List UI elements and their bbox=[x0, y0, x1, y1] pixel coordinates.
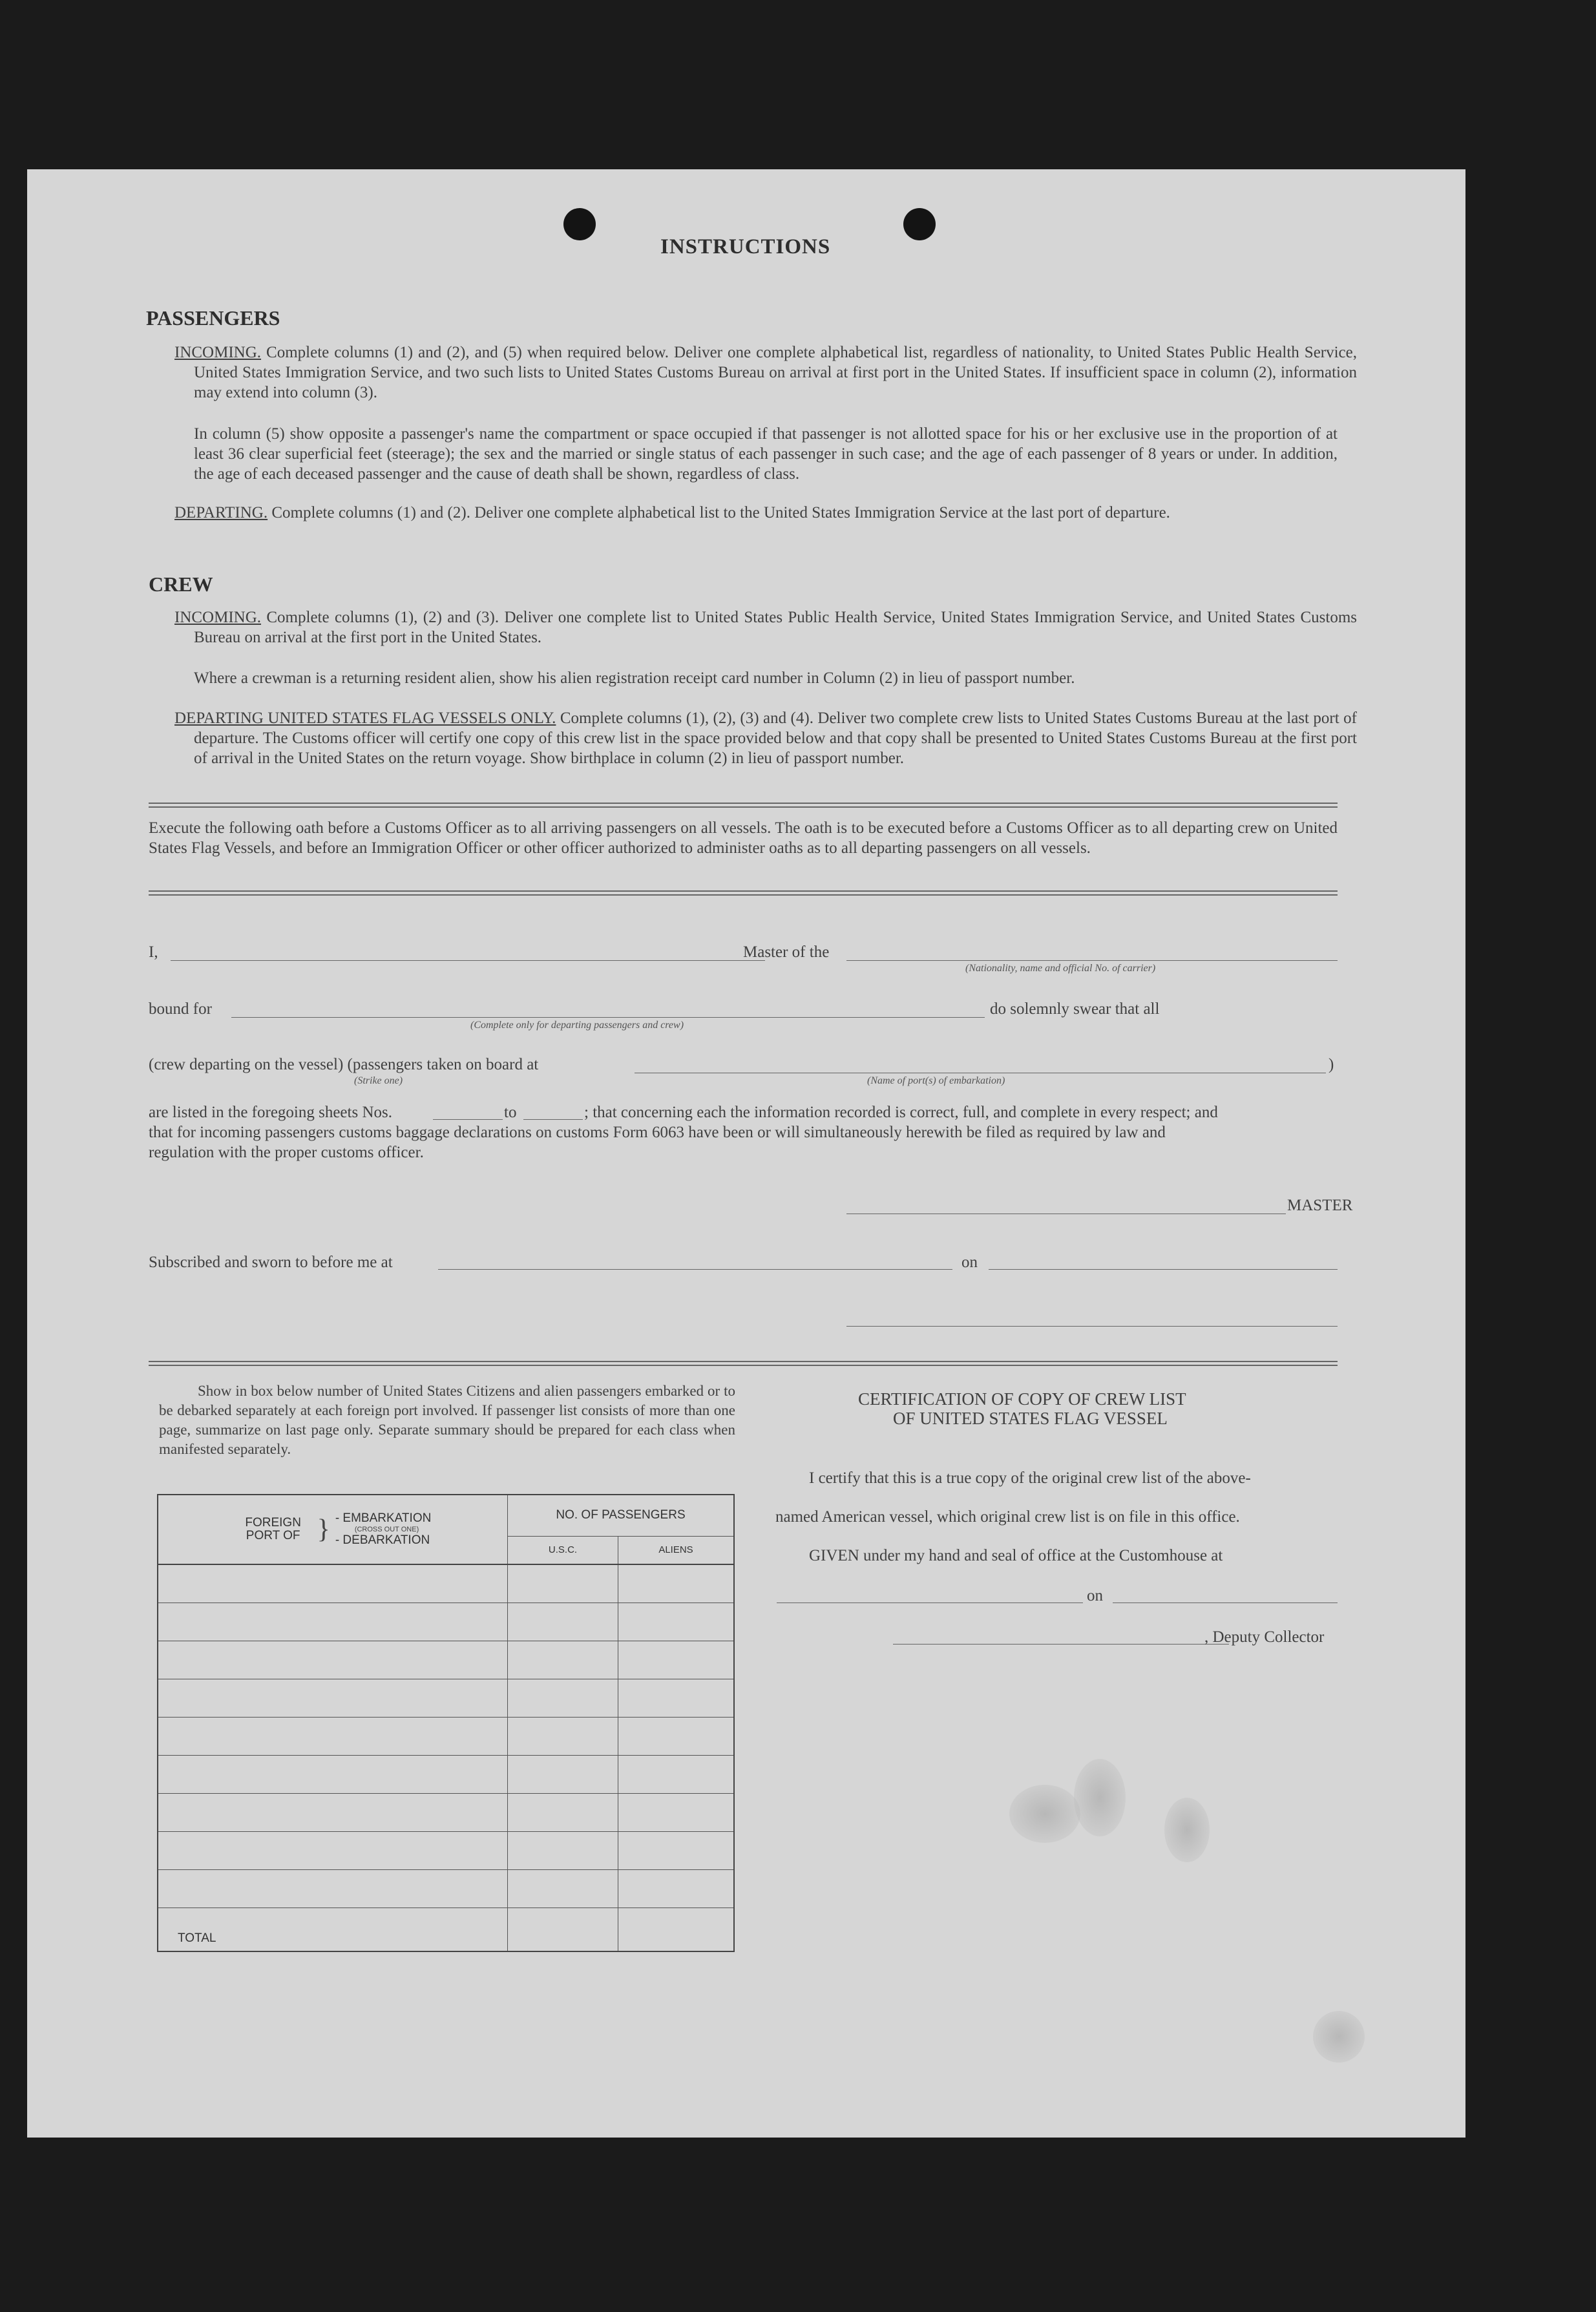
document-page bbox=[27, 169, 1465, 2138]
subscribed-label: Subscribed and sworn to before me at bbox=[149, 1254, 393, 1271]
port-cell[interactable] bbox=[158, 1603, 508, 1641]
oath-i-label: I, bbox=[149, 943, 158, 961]
aliens-total-cell[interactable] bbox=[618, 1908, 735, 1952]
column5-paragraph: In column (5) show opposite a passenger's name the compartment or space occupied if that passenger is not allotted space for his or her exclusive use in the proportion of at least 36 clear superficial feet (steerage); the sex and the married or single status of each passenger in such case; and the age of each passenger of 8 years or under. In addition, the age of each deceased passenger and the cause of death shall be shown, regardless of class. bbox=[194, 425, 1338, 483]
sworn-date-field[interactable] bbox=[989, 1269, 1338, 1270]
aliens-cell[interactable] bbox=[618, 1832, 735, 1870]
master-of-label: Master of the bbox=[743, 943, 830, 961]
swear-label: do solemnly swear that all bbox=[990, 1000, 1160, 1018]
table-row bbox=[158, 1870, 734, 1908]
usc-cell[interactable] bbox=[508, 1564, 618, 1603]
strike-caption: (Strike one) bbox=[354, 1075, 403, 1086]
listed-to-label: to bbox=[504, 1104, 517, 1121]
usc-cell[interactable] bbox=[508, 1870, 618, 1908]
foreign-port-label: FOREIGN PORT OF bbox=[245, 1516, 301, 1542]
aliens-cell[interactable] bbox=[618, 1794, 735, 1832]
aliens-cell[interactable] bbox=[618, 1679, 735, 1718]
smudge bbox=[1009, 1785, 1080, 1843]
certification-line-3: GIVEN under my hand and seal of office at the Customhouse at bbox=[809, 1547, 1223, 1564]
sheet-to-field[interactable] bbox=[523, 1119, 583, 1120]
bound-for-field[interactable] bbox=[231, 1017, 985, 1018]
smudge bbox=[1074, 1759, 1126, 1836]
departing-label: DEPARTING. bbox=[174, 504, 268, 521]
port-header-cell bbox=[158, 1495, 508, 1564]
smudge bbox=[1313, 2011, 1365, 2063]
punch-hole bbox=[563, 208, 596, 240]
crew-incoming-label: INCOMING. bbox=[174, 609, 262, 626]
port-cell[interactable] bbox=[158, 1832, 508, 1870]
passengers-incoming-paragraph bbox=[174, 342, 1357, 403]
port-cell[interactable] bbox=[158, 1679, 508, 1718]
port-cell[interactable] bbox=[158, 1794, 508, 1832]
page-title: INSTRUCTIONS bbox=[660, 235, 831, 258]
port-cell[interactable] bbox=[158, 1641, 508, 1679]
sworn-on-label: on bbox=[961, 1254, 978, 1271]
aliens-header: ALIENS bbox=[618, 1536, 735, 1564]
master-name-field[interactable] bbox=[171, 960, 765, 961]
incoming-text: Complete columns (1) and (2), and (5) when required below. Deliver one complete alphabetical list, regardless of nationality, to United States Public Health Service, United States Immigration Service, and two such lists to United States Customs Bureau on arrival at first port in the United States. If insufficient space in column (2), information may extend into column (3). bbox=[194, 344, 1357, 401]
aliens-cell[interactable] bbox=[618, 1641, 735, 1679]
usc-cell[interactable] bbox=[508, 1756, 618, 1794]
officer-signature-field[interactable] bbox=[846, 1326, 1338, 1327]
close-paren: ) bbox=[1328, 1056, 1334, 1073]
aliens-cell[interactable] bbox=[618, 1718, 735, 1756]
port-cell[interactable] bbox=[158, 1756, 508, 1794]
crew-departing-label: (crew departing on the vessel) (passengers taken on board at bbox=[149, 1056, 539, 1073]
certification-line-1: I certify that this is a true copy of the original crew list of the above- bbox=[809, 1469, 1251, 1487]
total-label: TOTAL bbox=[178, 1931, 216, 1945]
total-label-cell bbox=[158, 1908, 508, 1952]
certification-heading-2: OF UNITED STATES FLAG VESSEL bbox=[893, 1409, 1168, 1428]
departing-text: Complete columns (1) and (2). Deliver one complete alphabetical list to the United States Immigration Service at the last port of departure. bbox=[268, 504, 1170, 521]
listed-label: are listed in the foregoing sheets Nos. bbox=[149, 1104, 392, 1121]
crew-heading: CREW bbox=[149, 573, 213, 596]
usc-cell[interactable] bbox=[508, 1718, 618, 1756]
complete-caption: (Complete only for departing passengers and crew) bbox=[470, 1020, 684, 1031]
summary-instructions: Show in box below number of United States Citizens and alien passengers embarked or to be debarked separately at each foreign port involved. If passenger list consists of more than one page, summarize on last page only. Separate summary should be prepared for each class when manifested separately. bbox=[159, 1383, 735, 1457]
master-label: MASTER bbox=[1287, 1197, 1353, 1214]
table-row bbox=[158, 1564, 734, 1603]
certification-on-label: on bbox=[1087, 1587, 1103, 1604]
flag-vessels-text: Complete columns (1), (2), (3) and (4). Deliver two complete crew lists to United States Customs Bureau at the last port of departure. The Customs officer will certify one copy of this crew list in the space provided below and that copy shall be presented to United States Customs Bureau at the first port of arrival in the United States on the return voyage. Show birthplace in column (2) in lieu of passport number. bbox=[194, 709, 1357, 767]
embarkation-label: - EMBARKATION bbox=[335, 1511, 432, 1525]
table-row bbox=[158, 1603, 734, 1641]
port-cell[interactable] bbox=[158, 1718, 508, 1756]
table-row bbox=[158, 1794, 734, 1832]
usc-cell[interactable] bbox=[508, 1679, 618, 1718]
divider bbox=[149, 803, 1338, 808]
aliens-cell[interactable] bbox=[618, 1870, 735, 1908]
aliens-cell[interactable] bbox=[618, 1603, 735, 1641]
listed-rest: ; that concerning each the information recorded is correct, full, and complete in every respect; and bbox=[584, 1104, 1218, 1121]
flag-vessels-label: DEPARTING UNITED STATES FLAG VESSELS ONLY. bbox=[174, 709, 556, 727]
incoming-label: INCOMING. bbox=[174, 344, 262, 361]
divider bbox=[149, 890, 1338, 896]
port-caption: (Name of port(s) of embarkation) bbox=[867, 1075, 1005, 1086]
divider bbox=[149, 1361, 1338, 1366]
passenger-summary-table bbox=[157, 1494, 735, 1952]
deputy-signature-field[interactable] bbox=[893, 1644, 1229, 1645]
punch-hole bbox=[903, 208, 936, 240]
port-cell[interactable] bbox=[158, 1870, 508, 1908]
sheet-from-field[interactable] bbox=[433, 1119, 503, 1120]
certification-heading-1: CERTIFICATION OF COPY OF CREW LIST bbox=[858, 1389, 1186, 1409]
crew-incoming-paragraph bbox=[174, 607, 1357, 647]
brace: } bbox=[317, 1515, 330, 1544]
passengers-departing-paragraph bbox=[174, 503, 1357, 523]
oath-intro: Execute the following oath before a Customs Officer as to all arriving passengers on all vessels. The oath is to be executed before a Customs Officer as to all departing crew on United States Flag Vessels, and before an Immigration Officer or other officer authorized to administer oaths as to all departing passengers on all vessels. bbox=[149, 819, 1338, 857]
nationality-caption: (Nationality, name and official No. of carrier) bbox=[965, 963, 1156, 974]
port-cell[interactable] bbox=[158, 1564, 508, 1603]
aliens-cell[interactable] bbox=[618, 1564, 735, 1603]
usc-total-cell[interactable] bbox=[508, 1908, 618, 1952]
certification-line-2: named American vessel, which original crew list is on file in this office. bbox=[775, 1508, 1240, 1526]
usc-header: U.S.C. bbox=[508, 1536, 618, 1564]
crew-incoming-text: Complete columns (1), (2) and (3). Deliver one complete list to United States Public Health Service, United States Immigration Service, and United States Customs Bureau on arrival at the first port in the United States. bbox=[194, 609, 1357, 646]
table-row bbox=[158, 1832, 734, 1870]
no-passengers-header: NO. OF PASSENGERS bbox=[508, 1495, 735, 1536]
crew-flag-paragraph bbox=[174, 708, 1357, 768]
listed-line-2: that for incoming passengers customs baggage declarations on customs Form 6063 have been or will simultaneously herewith be filed as required by law and bbox=[149, 1124, 1166, 1141]
usc-cell[interactable] bbox=[508, 1794, 618, 1832]
carrier-field[interactable] bbox=[846, 960, 1338, 961]
table-row bbox=[158, 1756, 734, 1794]
table-row bbox=[158, 1641, 734, 1679]
debarkation-label: - DEBARKATION bbox=[335, 1533, 430, 1547]
usc-cell[interactable] bbox=[508, 1641, 618, 1679]
aliens-cell[interactable] bbox=[618, 1756, 735, 1794]
sworn-place-field[interactable] bbox=[438, 1269, 952, 1270]
cross-out-label: (CROSS OUT ONE) bbox=[354, 1526, 419, 1533]
table-row bbox=[158, 1718, 734, 1756]
usc-cell[interactable] bbox=[508, 1603, 618, 1641]
passengers-heading: PASSENGERS bbox=[146, 306, 280, 330]
deputy-collector-label: , Deputy Collector bbox=[1204, 1628, 1325, 1646]
smudge bbox=[1164, 1798, 1210, 1862]
listed-line-3: regulation with the proper customs officer. bbox=[149, 1144, 424, 1161]
bound-for-label: bound for bbox=[149, 1000, 212, 1018]
total-row bbox=[158, 1908, 734, 1952]
table-row bbox=[158, 1679, 734, 1718]
usc-cell[interactable] bbox=[508, 1832, 618, 1870]
crewman-paragraph: Where a crewman is a returning resident alien, show his alien registration receipt card number in Column (2) in lieu of passport number. bbox=[194, 669, 1075, 687]
